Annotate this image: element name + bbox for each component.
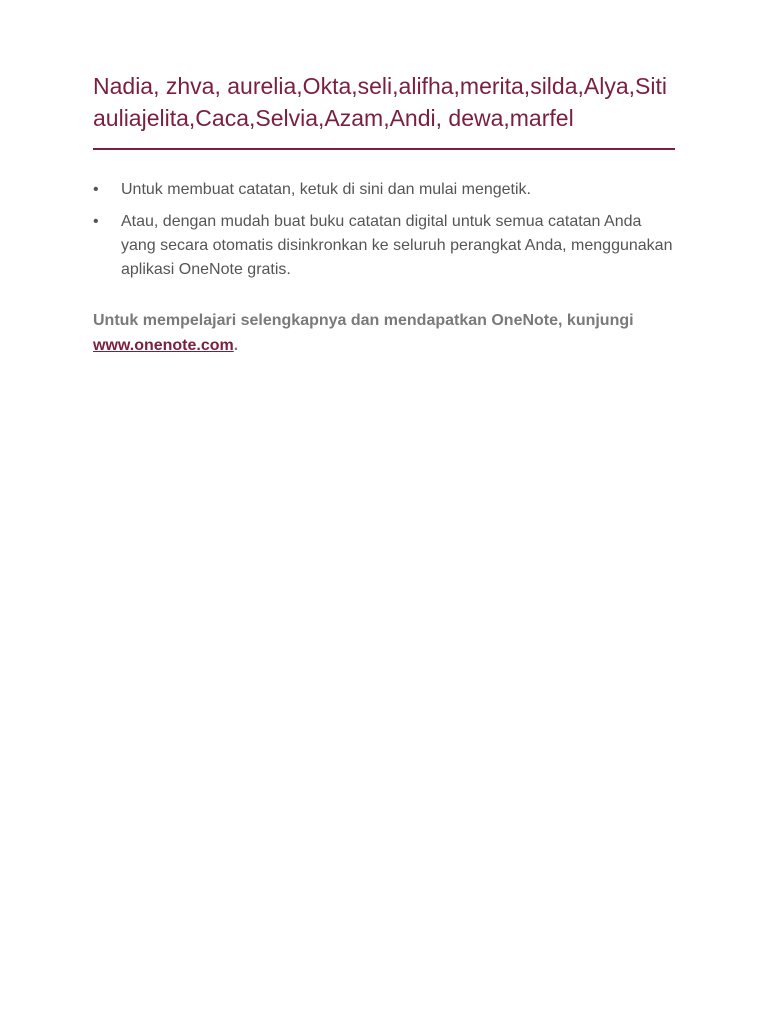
bullet-icon: • bbox=[93, 181, 99, 198]
onenote-link[interactable]: www.onenote.com bbox=[93, 337, 234, 354]
list-item-text: Untuk membuat catatan, ketuk di sini dan mulai mengetik. bbox=[121, 181, 531, 198]
list-item[interactable] bbox=[93, 178, 675, 202]
list-item[interactable] bbox=[93, 210, 675, 282]
list-item-text: Atau, dengan mudah buat buku catatan digital untuk semua catatan Anda yang secara otomatis disinkronkan ke seluruh perangkat Anda, menggunakan aplikasi OneNote gratis. bbox=[121, 213, 673, 278]
info-trailing: . bbox=[233, 337, 239, 354]
info-text: Untuk mempelajari selengkapnya dan mendapatkan OneNote, kunjungi bbox=[93, 312, 634, 329]
bullet-icon: • bbox=[93, 213, 99, 230]
bullet-list bbox=[93, 178, 675, 282]
info-paragraph bbox=[93, 308, 675, 358]
note-page bbox=[93, 70, 675, 374]
page-title[interactable]: Nadia, zhva, aurelia,Okta,seli,alifha,merita,silda,Alya,Siti auliajelita,Caca,Selvia,Azam,Andi, dewa,marfel bbox=[93, 70, 675, 150]
